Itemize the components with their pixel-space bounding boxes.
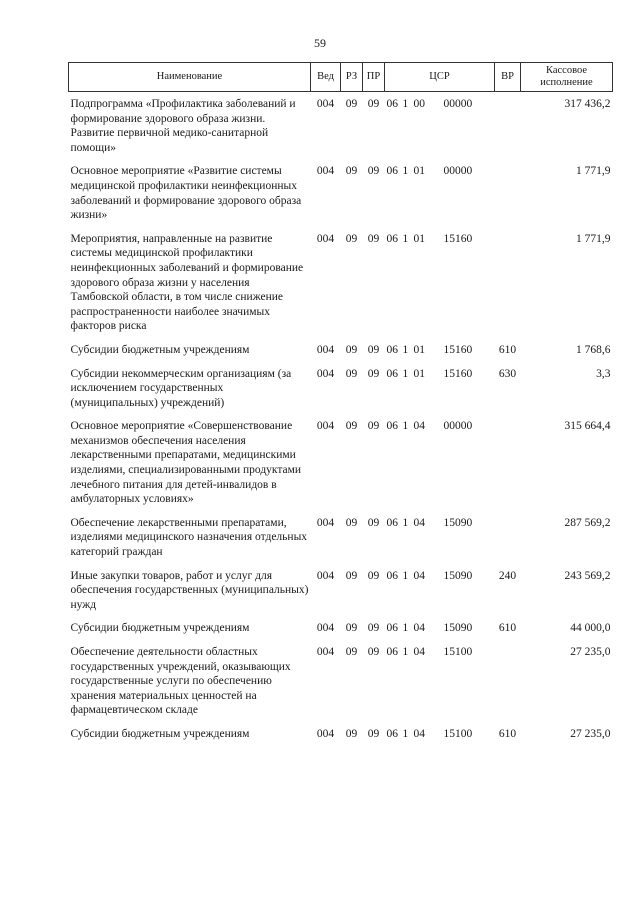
csr-part: 1 [402,516,409,529]
row-name: Подпрограмма «Профилактика заболеваний и формирование здорового образа жизни. Развитие первичной медико-санитарной помощи» [70,98,296,154]
row-vr: 240 [498,569,517,582]
row-rz: 09 [345,232,358,245]
csr-part: 15090 [443,622,473,635]
row-csr [385,616,495,640]
row-vr: 610 [498,727,517,740]
csr-part: 15100 [443,727,473,740]
csr-part: 1 [402,646,409,658]
csr-part: 15100 [443,646,473,658]
row-rz: 09 [345,646,358,658]
csr-part: 01 [413,232,425,245]
row-csr [385,227,495,338]
table-row [69,338,613,362]
csr-part: 04 [413,622,425,635]
row-amount: 287 569,2 [564,516,611,529]
row-rz: 09 [345,622,358,635]
row-vr [495,414,521,511]
row-name: Субсидии бюджетным учреждениям [70,622,250,635]
row-vr [495,227,521,338]
page-number: 59 [314,36,326,50]
row-csr [385,511,495,564]
csr-part: 1 [402,367,409,380]
csr-part: 01 [413,367,425,380]
csr-part: 04 [413,516,425,529]
csr-part: 15090 [443,516,473,529]
row-csr [385,92,495,160]
row-amount: 27 235,0 [570,727,611,740]
row-name: Мероприятия, направленные на развитие системы медицинской профилактики неинфекционных заболеваний и формирование здорового образа жизни у населения Тамбовской области, в том числе снижение распространенности наиболее значимых факторов риска [70,232,304,333]
csr-part: 15160 [443,232,473,245]
row-ved: 004 [316,343,335,356]
row-pr: 09 [367,232,380,245]
table-row [69,92,613,160]
row-rz: 09 [345,98,358,110]
csr-part: 00000 [443,420,473,433]
csr-part: 1 [402,569,409,582]
header-ved: Вед [311,63,341,92]
row-ved: 004 [316,727,335,740]
csr-part: 00000 [443,98,473,110]
row-csr [385,338,495,362]
row-csr [385,640,495,722]
row-rz: 09 [345,343,358,356]
row-pr: 09 [367,646,380,658]
row-pr: 09 [367,367,380,380]
csr-part: 1 [402,232,409,245]
table-row [69,511,613,564]
csr-part: 00000 [443,165,473,178]
row-pr: 09 [367,343,380,356]
row-rz: 09 [345,420,358,433]
table-row [69,564,613,617]
row-vr: 610 [498,622,517,635]
row-pr: 09 [367,727,380,740]
row-amount: 27 235,0 [570,646,611,658]
csr-part: 06 [386,343,398,356]
row-ved: 004 [316,622,335,635]
row-name: Основное мероприятие «Совершенствование механизмов обеспечения населения лекарственными препаратами, медицинскими изделиями, специализированными продуктами лечебного питания для детей-инвалидов в амбулаторных условиях» [70,420,302,506]
csr-part: 06 [386,516,398,529]
row-name: Иные закупки товаров, работ и услуг для обеспечения государственных (муниципальных) нужд [70,569,309,611]
csr-part: 04 [413,727,425,740]
csr-part: 1 [402,165,409,178]
row-amount: 317 436,2 [564,98,611,110]
row-rz: 09 [345,569,358,582]
row-amount: 315 664,4 [564,420,611,433]
csr-part: 15090 [443,569,473,582]
row-ved: 004 [316,569,335,582]
row-rz: 09 [345,727,358,740]
row-pr: 09 [367,622,380,635]
table-header-row [69,63,613,92]
row-rz: 09 [345,165,358,178]
csr-part: 06 [386,646,398,658]
table-row [69,722,613,746]
row-csr [385,159,495,226]
csr-part: 1 [402,343,409,356]
table-row [69,640,613,722]
row-amount: 44 000,0 [570,622,611,635]
row-vr: 630 [498,367,517,380]
table-row [69,159,613,226]
header-amount: Кассовое исполнение [521,63,613,92]
header-vr: ВР [495,63,521,92]
row-ved: 004 [316,232,335,245]
row-vr [495,92,521,160]
csr-part: 04 [413,569,425,582]
csr-part: 1 [402,420,409,433]
row-pr: 09 [367,516,380,529]
table-row [69,616,613,640]
csr-part: 06 [386,367,398,380]
row-vr [495,640,521,722]
row-pr: 09 [367,569,380,582]
table-row [69,362,613,415]
table-row [69,414,613,511]
row-amount: 3,3 [596,367,611,380]
row-vr: 610 [498,343,517,356]
csr-part: 06 [386,232,398,245]
header-csr: ЦСР [385,63,495,92]
csr-part: 01 [413,343,425,356]
csr-part: 04 [413,420,425,433]
row-vr [495,511,521,564]
row-csr [385,414,495,511]
csr-part: 15160 [443,367,473,380]
row-amount: 1 768,6 [576,343,611,356]
row-name: Основное мероприятие «Развитие системы медицинской профилактики неинфекционных заболеваний и формирование здорового образа жизни» [70,165,302,222]
row-name: Обеспечение лекарственными препаратами, изделиями медицинского назначения отдельных категорий граждан [70,516,308,559]
table-row [69,227,613,338]
header-rz: РЗ [341,63,363,92]
csr-part: 06 [386,165,398,178]
csr-part: 06 [386,420,398,433]
row-rz: 09 [345,367,358,380]
row-csr [385,564,495,617]
header-pr: ПР [363,63,385,92]
row-name: Субсидии бюджетным учреждениям [70,343,250,356]
row-pr: 09 [367,420,380,433]
row-ved: 004 [316,516,335,529]
row-vr [495,159,521,226]
csr-part: 1 [402,622,409,635]
row-csr [385,722,495,746]
row-amount: 1 771,9 [576,232,611,245]
csr-part: 01 [413,165,425,178]
row-ved: 004 [316,165,335,178]
row-pr: 09 [367,165,380,178]
csr-part: 04 [413,646,425,658]
csr-part: 00 [413,98,425,110]
csr-part: 06 [386,569,398,582]
row-name: Обеспечение деятельности областных государственных учреждений, оказывающих государственные услуги по обеспечению хранения материальных ценностей на фармацевтическом складе [70,646,291,717]
csr-part: 06 [386,98,398,110]
table-body [69,92,613,746]
row-ved: 004 [316,420,335,433]
budget-table [68,62,613,746]
csr-part: 15160 [443,343,473,356]
row-pr: 09 [367,98,380,110]
row-csr [385,362,495,415]
row-amount: 1 771,9 [576,165,611,178]
csr-part: 06 [386,727,398,740]
row-name: Субсидии бюджетным учреждениям [70,727,250,740]
csr-part: 1 [402,98,409,110]
row-amount: 243 569,2 [564,569,611,582]
row-ved: 004 [316,98,335,110]
csr-part: 06 [386,622,398,635]
row-ved: 004 [316,646,335,658]
row-name: Субсидии некоммерческим организациям (за исключением государственных (муниципальных) учреждений) [70,367,292,409]
csr-part: 1 [402,727,409,740]
header-name: Наименование [69,63,311,92]
row-rz: 09 [345,516,358,529]
row-ved: 004 [316,367,335,380]
